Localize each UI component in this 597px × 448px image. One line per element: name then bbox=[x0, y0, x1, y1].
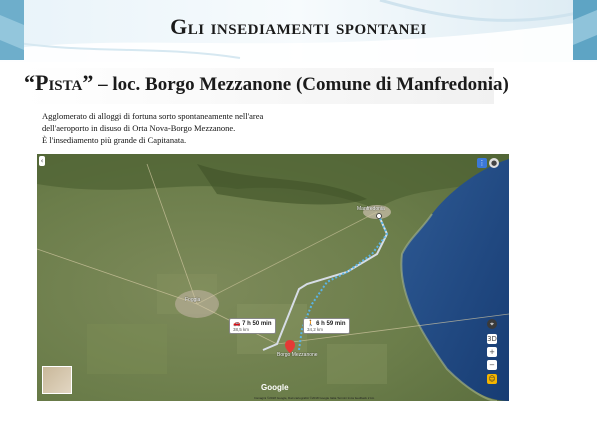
map-image bbox=[37, 154, 509, 401]
description-text bbox=[42, 110, 372, 146]
slide-title: Gli insediamenti spontanei bbox=[170, 14, 427, 39]
route-drive-callout[interactable] bbox=[229, 318, 276, 334]
zoom-in-button[interactable]: + bbox=[487, 347, 497, 357]
walk-icon: 🚶 bbox=[307, 321, 315, 327]
route-walk-callout[interactable] bbox=[303, 318, 350, 334]
zoom-out-button[interactable]: − bbox=[487, 360, 497, 370]
map-label-manfredonia: Manfredonia bbox=[357, 206, 385, 212]
map-label-borgo-mezzanone: Borgo Mezzanone bbox=[277, 352, 318, 358]
collapse-panel-button[interactable]: ‹ bbox=[40, 157, 44, 165]
google-logo: Google bbox=[261, 383, 289, 392]
apps-grid-icon[interactable]: ⋮ bbox=[478, 159, 486, 167]
map-layer-thumbnail[interactable] bbox=[42, 366, 72, 394]
description-line: dell'aeroporto in disuso di Orta Nova-Borgo Mezzanone. bbox=[42, 123, 236, 133]
walk-distance: 34,2 km bbox=[307, 327, 324, 332]
pegman-icon[interactable]: ☺ bbox=[488, 375, 496, 383]
satellite-map[interactable] bbox=[37, 154, 509, 401]
car-icon: 🚗 bbox=[233, 321, 241, 327]
account-avatar-icon[interactable]: ● bbox=[490, 159, 498, 167]
description-line: È l'insediamento più grande di Capitanata. bbox=[42, 135, 187, 145]
drive-distance: 38,5 km bbox=[233, 327, 250, 332]
subtitle-pista: “Pista” bbox=[24, 70, 94, 95]
walk-time: 6 h 59 min bbox=[316, 321, 346, 327]
drive-time: 7 h 50 min bbox=[242, 321, 272, 327]
map-footer: Immagini ©2018 Google, Dati cartografici ©2018 Google Italia Termini Invia feedback 2 km bbox=[254, 396, 375, 400]
description-line: Agglomerato di alloggi di fortuna sorto spontaneamente nell'area bbox=[42, 111, 264, 121]
compass-icon[interactable]: ⌖ bbox=[487, 319, 497, 329]
view-3d-button[interactable]: 3D bbox=[487, 335, 497, 343]
subtitle-location: – loc. Borgo Mezzanone (Comune di Manfredonia) bbox=[93, 74, 509, 95]
map-label-foggia: Foggia bbox=[185, 297, 201, 303]
slide-subtitle bbox=[24, 68, 509, 104]
